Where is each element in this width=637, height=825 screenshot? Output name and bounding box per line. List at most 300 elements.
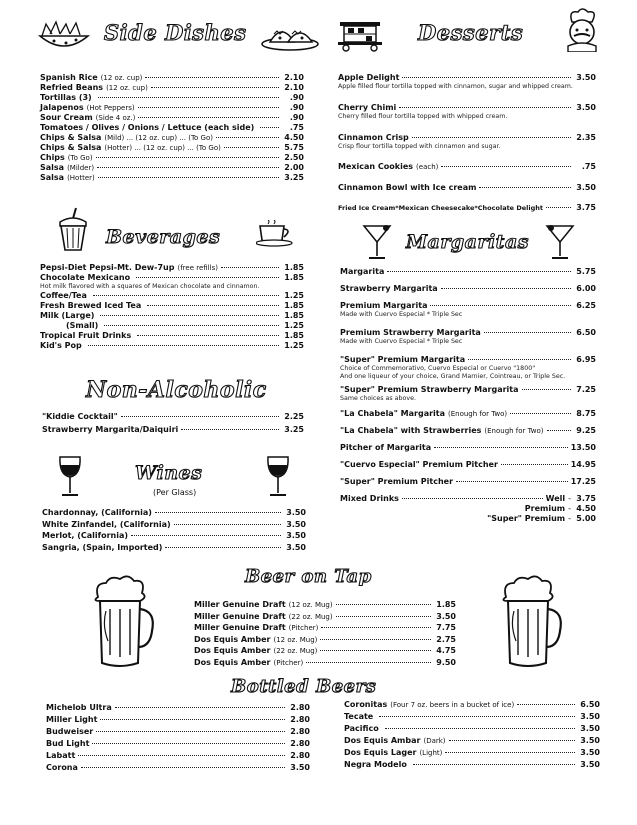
item-qualifier: (Enough for Two): [484, 427, 544, 435]
item-price: 3.50: [576, 183, 596, 192]
list-item: [46, 727, 310, 739]
item-price: 7.25: [576, 385, 596, 394]
dot-leader: [96, 157, 279, 158]
list-item: [344, 748, 600, 760]
dot-leader: [456, 481, 568, 482]
dot-leader: [434, 447, 568, 448]
list-item: [40, 173, 304, 183]
dot-leader: [131, 535, 281, 536]
dot-leader: [165, 547, 281, 548]
item-name: Merlot, (California): [42, 531, 129, 540]
item-price: 2.80: [290, 703, 310, 712]
list-item: [42, 508, 306, 520]
spacer: [340, 319, 596, 328]
side-dishes-heading: Side Dishes: [104, 20, 247, 45]
item-description: Made with Cuervo Especial * Triple Sec: [340, 311, 463, 318]
dot-leader: [501, 464, 568, 465]
list-item: [40, 331, 304, 341]
item-price: 2.10: [284, 73, 304, 82]
item-price: 9.25: [576, 426, 596, 435]
dot-leader: [413, 764, 575, 765]
item-name: Dos Equis Amber: [194, 634, 271, 644]
item-name: Strawberry Margarita/Daiquiri: [42, 425, 179, 434]
item-price: 3.50: [290, 763, 310, 772]
item-price: 4.75: [436, 646, 456, 655]
item-price: .90: [289, 93, 304, 102]
item-name: Tortillas (3): [40, 93, 92, 102]
list-item: [340, 284, 596, 301]
list-item: [46, 739, 310, 751]
item-name: Bud Light: [46, 739, 90, 748]
item-name: "Super" Premium Margarita: [340, 355, 466, 364]
item-price: 6.25: [576, 301, 596, 310]
list-item: [42, 520, 306, 532]
tier-name: Well: [545, 494, 566, 503]
list-item: [40, 103, 304, 113]
item-name: Premium Strawberry Margarita: [340, 328, 481, 337]
list-item: [40, 83, 304, 93]
item-name: Apple Delight: [338, 73, 400, 82]
item-qualifier: (Hotter) ... (12 oz. cup) ... (To Go): [104, 144, 221, 152]
item-qualifier: (each): [416, 163, 439, 171]
non-alcoholic-list: [42, 412, 304, 435]
item-description: And one liqueur of your choice, Grand Marnier, Cointreau, or Triple Sec.: [340, 373, 566, 380]
bottled-beers-left-list: [46, 703, 310, 775]
item-description: Hot milk flavored with a squares of Mexican chocolate and cinnamon.: [40, 283, 260, 290]
item-price: 2.00: [284, 163, 304, 172]
non-alcoholic-heading: Non-Alcoholic: [86, 377, 267, 403]
dot-leader: [479, 187, 571, 188]
item-name: Pacifico: [344, 724, 379, 733]
item-qualifier: (Mild) ... (12 oz. cup) ... (To Go): [104, 134, 213, 142]
dot-leader: [138, 107, 279, 108]
side-dishes-list: [40, 73, 304, 183]
dot-leader: [78, 755, 285, 756]
list-item: [40, 133, 304, 143]
coffee-cup-icon: [256, 220, 296, 248]
item-price: 3.75: [576, 494, 596, 503]
list-item: [40, 291, 304, 301]
item-price: 17.25: [570, 477, 596, 486]
desserts-list: [338, 73, 596, 213]
spacer: [338, 193, 596, 203]
item-price: 14.95: [570, 460, 596, 469]
item-qualifier: (To Go): [67, 154, 93, 162]
item-price: 3.50: [580, 712, 600, 721]
item-qualifier: (Hot Peppers): [86, 104, 135, 112]
list-item: [340, 443, 596, 460]
tier-name: "Super" Premium: [487, 514, 566, 523]
list-item: [340, 355, 596, 365]
list-item: [340, 301, 596, 311]
dot-leader: [100, 315, 279, 316]
tier-name: Premium: [524, 504, 566, 513]
dot-leader: [517, 704, 575, 705]
item-name: Fried Ice Cream*Mexican Cheesecake*Chocolate Delight: [338, 204, 544, 212]
item-price: 1.25: [284, 341, 304, 350]
dot-leader: [402, 498, 543, 499]
beer-on-tap-list: [194, 600, 456, 669]
item-name: Miller Genuine Draft: [194, 611, 286, 621]
list-item: [344, 736, 600, 748]
list-item: [340, 267, 596, 284]
item-qualifier: (12 oz. Mug): [273, 635, 318, 644]
item-price: 3.50: [286, 519, 306, 529]
item-qualifier: (Hotter): [67, 174, 95, 182]
item-price: 6.50: [580, 700, 600, 709]
dot-leader: [147, 305, 279, 306]
dot-leader: [546, 207, 571, 208]
item-price: 1.85: [436, 600, 456, 609]
item-description: Cherry filled flour tortilla topped with whipped cream.: [338, 113, 508, 120]
spacer: [340, 346, 596, 355]
item-name: Milk (Large): [40, 311, 95, 320]
dot-leader: [151, 87, 279, 88]
item-description: Choice of Commemorativo, Cuervo Especial or Cuervo "1800": [340, 365, 536, 372]
wine-glass-icon: [265, 455, 291, 499]
item-price: 6.50: [576, 328, 596, 337]
item-price: 3.50: [286, 531, 306, 540]
item-name: Pepsi-Diet Pepsi-Mt. Dew-7up: [40, 263, 175, 272]
dot-leader: [441, 166, 571, 167]
dot-leader: [155, 512, 281, 513]
list-item: [340, 494, 596, 504]
list-item: [40, 263, 304, 273]
dot-leader: [306, 662, 431, 663]
item-price: 1.85: [284, 301, 304, 310]
dot-leader: [224, 147, 279, 148]
item-price: 1.85: [284, 331, 304, 340]
item-name: Budweiser: [46, 727, 94, 736]
taco-plate-icon: [260, 20, 320, 52]
dot-leader: [138, 117, 279, 118]
item-name: Mexican Cookies: [338, 162, 414, 171]
dot-leader: [98, 177, 279, 178]
dot-leader: [379, 716, 575, 717]
dot-leader: [260, 127, 279, 128]
item-qualifier: (Side 4 oz.): [95, 114, 136, 122]
item-price: 13.50: [570, 443, 596, 452]
item-qualifier: (free refills): [177, 264, 218, 272]
item-qualifier: (12 oz. cup): [106, 84, 148, 92]
item-name: Tecate: [344, 712, 374, 721]
item-price: 3.50: [580, 760, 600, 769]
item-price: 3.50: [576, 103, 596, 112]
item-name: Strawberry Margarita: [340, 284, 438, 293]
list-item: [340, 477, 596, 494]
list-item: [46, 763, 310, 775]
list-item: [194, 635, 456, 647]
separator: -: [568, 494, 571, 503]
item-qualifier: (Milder): [67, 164, 95, 172]
dot-leader: [145, 77, 279, 78]
item-qualifier: (22 oz. Mug): [288, 612, 333, 621]
item-price: .90: [289, 113, 304, 122]
item-name: Spanish Rice: [40, 73, 98, 82]
item-price: 7.75: [436, 623, 456, 632]
bottled-beers-heading: Bottled Beers: [231, 676, 377, 697]
dot-leader: [93, 295, 279, 296]
separator: -: [568, 514, 571, 523]
beverages-heading: Beverages: [106, 226, 221, 248]
dot-leader: [96, 731, 285, 732]
item-price: 3.50: [580, 736, 600, 745]
list-item: [42, 543, 306, 555]
item-name: (Small): [66, 321, 99, 330]
list-item: [340, 426, 596, 443]
list-item: [46, 751, 310, 763]
dot-leader: [100, 719, 285, 720]
item-price: 3.75: [576, 203, 596, 212]
list-item: [40, 143, 304, 153]
chips-salsa-bowl-icon: [36, 18, 92, 52]
item-name: Dos Equis Amber: [194, 657, 271, 667]
dessert-cart-icon: [336, 16, 384, 52]
item-name: Chips & Salsa: [40, 133, 102, 142]
item-price: .90: [289, 103, 304, 112]
item-price: 3.50: [580, 724, 600, 733]
margaritas-heading: Margaritas: [406, 231, 529, 253]
dot-leader: [468, 359, 571, 360]
item-name: Coronitas: [344, 700, 388, 709]
list-item: [344, 724, 600, 736]
item-qualifier: (Pitcher): [273, 658, 304, 667]
item-price: 2.25: [284, 412, 304, 421]
dot-leader: [385, 728, 575, 729]
wine-glass-icon: [57, 455, 83, 499]
item-name: Premium Margarita: [340, 301, 428, 310]
item-name: Tomatoes / Olives / Onions / Lettuce (each side): [40, 123, 255, 132]
item-name: "La Chabela" with Strawberries: [340, 426, 482, 435]
dot-leader: [336, 604, 431, 605]
item-name: Chips: [40, 153, 65, 162]
item-price: 9.50: [436, 657, 456, 667]
dot-leader: [181, 429, 279, 430]
list-item: [338, 73, 596, 83]
list-item: [40, 113, 304, 123]
list-item: [40, 341, 304, 351]
item-description: Apple filled flour tortilla topped with cinnamon, sugar and whipped cream.: [338, 83, 573, 90]
dot-leader: [137, 335, 279, 336]
beer-on-tap-heading: Beer on Tap: [245, 566, 372, 587]
dot-leader: [387, 271, 571, 272]
item-name: "Super" Premium Pitcher: [340, 477, 454, 486]
beer-mug-icon: [90, 575, 156, 671]
wines-subtitle: (Per Glass): [153, 488, 197, 497]
item-name: Mixed Drinks: [340, 494, 399, 503]
item-price: 2.50: [284, 153, 304, 162]
dot-leader: [402, 77, 571, 78]
item-price: 3.25: [284, 425, 304, 434]
list-item: [338, 183, 596, 193]
dot-leader: [92, 743, 285, 744]
item-price: 3.25: [284, 173, 304, 182]
dot-leader: [121, 416, 279, 417]
dot-leader: [98, 97, 279, 98]
dot-leader: [97, 167, 279, 168]
item-price: 1.85: [284, 273, 304, 282]
item-name: Cherry Chimi: [338, 103, 397, 112]
dot-leader: [321, 627, 431, 628]
item-name: Negra Modelo: [344, 760, 407, 769]
wines-heading: Wines: [135, 462, 203, 484]
dot-leader: [445, 752, 575, 753]
dot-leader: [336, 616, 431, 617]
dot-leader: [104, 325, 279, 326]
item-name: Dos Equis Amber: [194, 646, 271, 655]
milkshake-icon: [56, 206, 90, 254]
item-price: .75: [581, 162, 596, 171]
item-price: 1.25: [284, 291, 304, 300]
item-name: Margarita: [340, 267, 385, 276]
item-name: "Super" Premium Strawberry Margarita: [340, 385, 519, 394]
item-name: Cinnamon Crisp: [338, 133, 409, 142]
item-price: .75: [289, 123, 304, 132]
item-name: Pitcher of Margarita: [340, 443, 432, 452]
martini-glass-icon: [545, 222, 575, 262]
list-item: [40, 123, 304, 133]
item-description: Same choices as above.: [340, 395, 416, 402]
item-name: Refried Beans: [40, 83, 104, 92]
item-name: Michelob Ultra: [46, 703, 112, 712]
list-item: [340, 460, 596, 477]
list-item: [194, 646, 456, 658]
list-item: [338, 162, 596, 172]
list-item: [40, 163, 304, 173]
spacer: [338, 151, 596, 162]
item-price: 3.50: [580, 748, 600, 757]
spacer: [338, 121, 596, 133]
dot-leader: [547, 430, 571, 431]
list-item: [340, 328, 596, 338]
spacer: [338, 172, 596, 183]
item-price: 6.95: [576, 355, 596, 364]
item-price: 4.50: [576, 504, 596, 513]
item-price: 5.00: [576, 514, 596, 523]
item-price: 2.75: [436, 634, 456, 644]
list-item: [344, 712, 600, 724]
item-qualifier: (Enough for Two): [448, 410, 508, 418]
dot-leader: [522, 389, 571, 390]
item-name: Chips & Salsa: [40, 143, 102, 152]
item-qualifier: (Light): [419, 749, 443, 757]
margaritas-list: [340, 267, 596, 524]
list-item: [42, 531, 306, 543]
item-price: 5.75: [284, 143, 304, 152]
list-item: [40, 301, 304, 311]
item-name: Salsa: [40, 173, 65, 182]
item-name: Miller Light: [46, 715, 98, 724]
list-item: [338, 133, 596, 143]
wines-list: [42, 508, 306, 554]
dot-leader: [399, 107, 571, 108]
item-price: 1.85: [284, 263, 304, 272]
list-item: [194, 658, 456, 670]
dot-leader: [449, 740, 575, 741]
item-price: 2.35: [576, 133, 596, 142]
item-price: 3.50: [436, 611, 456, 621]
item-name: Sour Cream: [40, 113, 93, 122]
item-name: Corona: [46, 763, 78, 772]
item-name: Coffee/Tea: [40, 291, 87, 300]
beer-mug-icon: [498, 575, 564, 671]
list-item: [40, 153, 304, 163]
list-item: [340, 409, 596, 426]
dot-leader: [115, 707, 285, 708]
list-item: [344, 760, 600, 772]
item-price: 3.50: [576, 73, 596, 82]
item-qualifier: (12 oz. cup): [100, 74, 143, 82]
item-qualifier: (Pitcher): [288, 624, 319, 632]
dot-leader: [216, 137, 279, 138]
item-price: 2.80: [290, 751, 310, 760]
bottled-beers-right-list: [344, 700, 600, 772]
dot-leader: [441, 288, 571, 289]
item-name: Fresh Brewed Iced Tea: [40, 301, 142, 310]
desserts-heading: Desserts: [418, 20, 524, 45]
item-name: Salsa: [40, 163, 65, 172]
item-price: 1.25: [284, 321, 304, 330]
item-name: Miller Genuine Draft: [194, 623, 286, 632]
list-item: [40, 73, 304, 83]
item-price: 8.75: [576, 409, 596, 418]
item-qualifier: (22 oz. Mug): [273, 647, 318, 655]
item-name: Miller Genuine Draft: [194, 600, 286, 609]
dot-leader: [412, 137, 571, 138]
item-name: Chardonnay, (California): [42, 508, 152, 517]
spacer: [338, 91, 596, 103]
item-name: Dos Equis Lager: [344, 748, 417, 757]
chef-icon: [560, 6, 604, 52]
item-price: 3.50: [286, 508, 306, 517]
item-name: White Zinfandel, (California): [42, 519, 171, 529]
list-item: [42, 425, 304, 435]
list-item: [340, 385, 596, 395]
item-price: 2.10: [284, 83, 304, 92]
list-item: [40, 93, 304, 103]
list-item: [338, 203, 596, 213]
list-item: [340, 514, 596, 524]
item-qualifier: (Four 7 oz. beers in a bucket of ice): [390, 701, 515, 709]
dot-leader: [88, 345, 279, 346]
item-qualifier: (12 oz. Mug): [288, 601, 333, 609]
item-name: Cinnamon Bowl with Ice cream: [338, 183, 477, 192]
separator: -: [568, 504, 571, 513]
item-price: 4.50: [284, 133, 304, 142]
list-item: [40, 321, 304, 331]
list-item: [46, 703, 310, 715]
item-name: Dos Equis Ambar: [344, 736, 421, 745]
list-item: [40, 311, 304, 321]
item-name: "Kiddie Cocktail": [42, 412, 118, 421]
item-name: Sangria, (Spain, Imported): [42, 542, 163, 552]
dot-leader: [136, 277, 279, 278]
item-name: Labatt: [46, 751, 76, 760]
martini-glass-icon: [362, 222, 392, 262]
list-item: [338, 103, 596, 113]
item-qualifier: (Dark): [423, 737, 446, 745]
dot-leader: [174, 524, 281, 525]
dot-leader: [510, 413, 571, 414]
dot-leader: [320, 639, 431, 640]
item-price: 6.00: [576, 284, 596, 293]
item-price: 5.75: [576, 267, 596, 276]
item-price: 2.80: [290, 715, 310, 724]
item-price: 2.80: [290, 739, 310, 748]
item-price: 3.50: [286, 542, 306, 552]
list-item: [194, 600, 456, 612]
dot-leader: [81, 767, 285, 768]
